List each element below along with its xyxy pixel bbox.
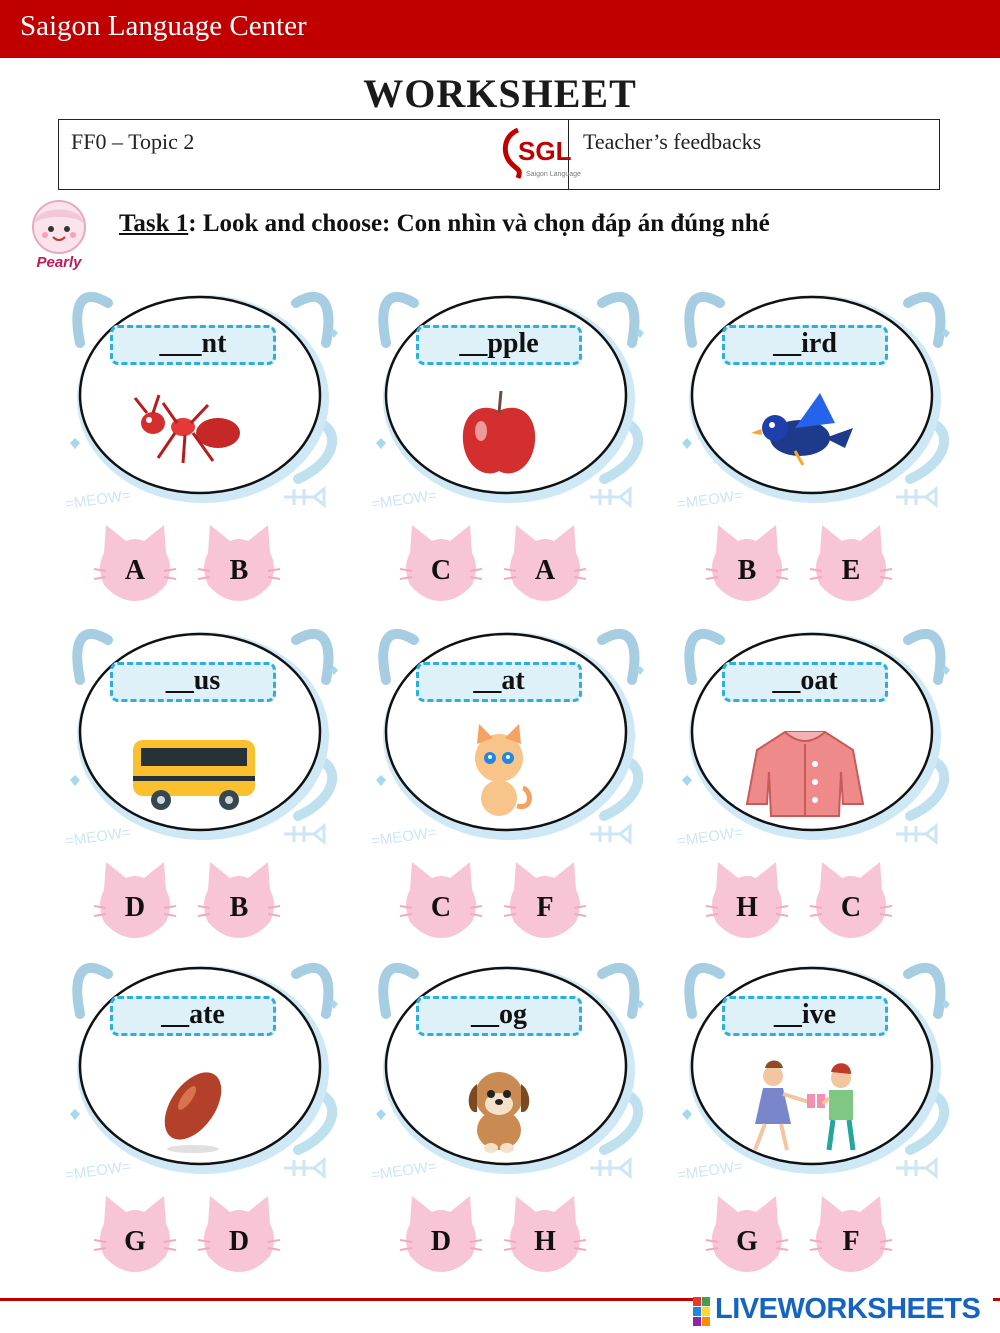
dog-icon [419,1054,579,1154]
word-card [364,954,654,1284]
liveworksheets-logo-icon [693,1297,711,1327]
answer-option-button[interactable] [92,1194,178,1274]
answer-option-button[interactable] [196,1194,282,1274]
answer-option-letter: B [737,555,757,586]
svg-text:=MEOW=: =MEOW= [370,823,438,850]
word-card [58,620,348,950]
answer-option-letter: A [124,555,146,586]
answer-option-button[interactable] [704,860,790,940]
answer-option-letter: C [430,555,452,586]
date-icon [113,1054,273,1154]
header-bar [0,0,1000,58]
bus-icon [113,720,273,820]
answer-option-letter: C [430,892,452,923]
pearly-mascot-logo [21,197,97,271]
word-blank: __oat [722,662,888,702]
liveworksheets-text: LIVEWORKSHEETS [715,1293,981,1325]
liveworksheets-brand [693,1293,993,1331]
answer-option-button[interactable] [398,523,484,603]
topic-label: FF0 – Topic 2 [71,129,195,154]
answer-option-letter: D [124,892,146,923]
answer-option-letter: D [228,1226,250,1257]
svg-text:=MEOW=: =MEOW= [676,486,744,513]
word-blank: __og [416,996,582,1036]
answer-option-letter: B [229,555,249,586]
word-blank: ___nt [110,325,276,365]
give-icon [725,1054,885,1154]
svg-text:Saigon Language: Saigon Language [526,171,581,178]
word-blank: __us [110,662,276,702]
info-table [58,119,940,190]
svg-text:=MEOW=: =MEOW= [370,486,438,513]
answer-option-button[interactable] [704,1194,790,1274]
svg-text:=MEOW=: =MEOW= [64,1157,132,1184]
answer-option-button[interactable] [196,860,282,940]
answer-option-button[interactable] [808,1194,894,1274]
answer-option-letter: F [842,1226,860,1257]
answer-option-button[interactable] [502,523,588,603]
task-label: Task 1 [119,210,189,237]
answer-option-letter: D [430,1226,452,1257]
word-card [670,283,960,613]
svg-text:Pearly: Pearly [36,254,82,271]
word-blank: __ird [722,325,888,365]
info-left-cell [59,120,581,189]
svg-text:SGL: SGL [518,136,572,166]
word-blank: __ate [110,996,276,1036]
word-card [364,283,654,613]
word-card [58,283,348,613]
center-name: Saigon Language Center [20,10,307,42]
answer-option-button[interactable] [196,523,282,603]
answer-option-letter: G [124,1226,146,1257]
answer-option-letter: H [736,892,758,923]
task-instruction [119,210,770,238]
svg-text:=MEOW=: =MEOW= [676,823,744,850]
coat-icon [725,720,885,820]
answer-option-button[interactable] [398,860,484,940]
answer-option-button[interactable] [398,1194,484,1274]
svg-text:=MEOW=: =MEOW= [370,1157,438,1184]
svg-text:=MEOW=: =MEOW= [64,823,132,850]
answer-option-button[interactable] [502,1194,588,1274]
sgl-logo [496,122,581,186]
answer-option-letter: C [840,892,862,923]
answer-option-button[interactable] [704,523,790,603]
answer-option-letter: H [534,1226,556,1257]
answer-option-button[interactable] [92,860,178,940]
ant-icon [113,383,273,483]
answer-option-letter: F [536,892,554,923]
bird-icon [725,383,885,483]
answer-option-button[interactable] [502,860,588,940]
task-text: : Look and choose: Con nhìn và chọn đáp án đúng nhé [188,210,770,237]
svg-text:=MEOW=: =MEOW= [676,1157,744,1184]
svg-text:=MEOW=: =MEOW= [64,486,132,513]
answer-option-button[interactable] [808,523,894,603]
word-card [670,954,960,1284]
answer-option-letter: B [229,892,249,923]
answer-option-letter: E [841,555,861,586]
feedback-label: Teacher’s feedbacks [583,129,762,154]
word-card [58,954,348,1284]
word-blank: __pple [416,325,582,365]
answer-option-button[interactable] [808,860,894,940]
word-blank: __at [416,662,582,702]
word-blank: __ive [722,996,888,1036]
word-card [670,620,960,950]
cat-icon [419,720,579,820]
apple-icon [419,383,579,483]
page-title: WORKSHEET [363,71,637,116]
answer-option-letter: A [534,555,556,586]
answer-option-button[interactable] [92,523,178,603]
answer-option-letter: G [736,1226,758,1257]
word-card [364,620,654,950]
